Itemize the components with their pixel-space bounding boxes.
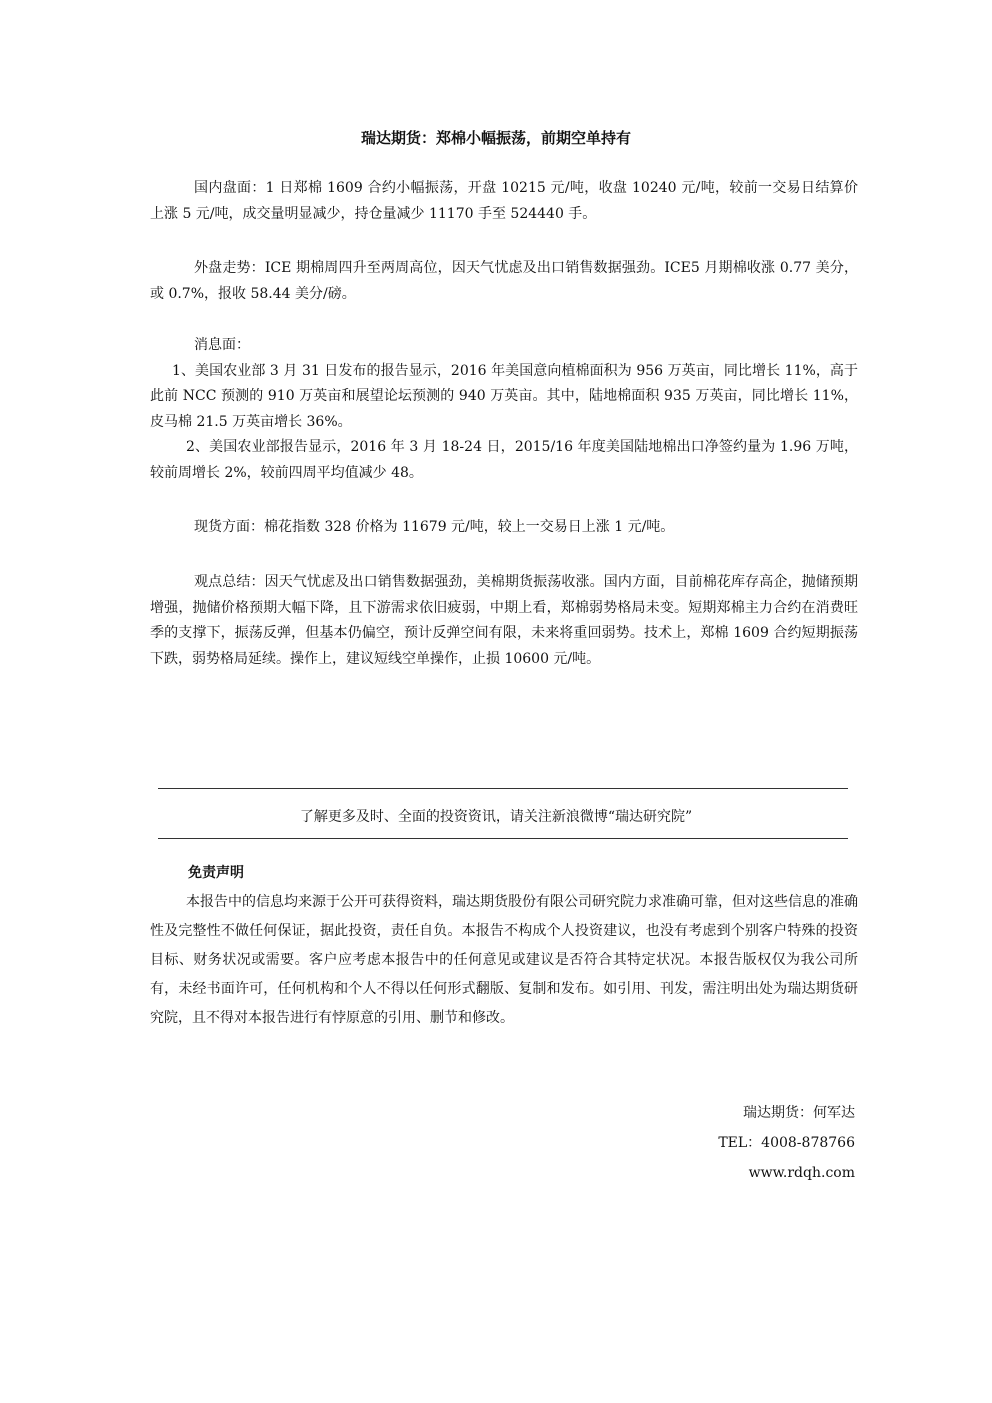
- news-item-2: 2、美国农业部报告显示，2016 年 3 月 18-24 日，2015/16 年度美国陆地棉出口净签约量为 1.96 万吨，较前周增长 2%，较前四周平均值减少 48。: [150, 439, 858, 481]
- weibo-follow-notice: 了解更多及时、全面的投资资讯，请关注新浪微博“瑞达研究院”: [299, 809, 693, 825]
- divider-top: [158, 788, 848, 789]
- report-title: 瑞达期货：郑棉小幅振荡，前期空单持有: [360, 129, 631, 147]
- divider-bottom: [158, 838, 848, 839]
- disclaimer-title: 免责声明: [188, 865, 244, 881]
- summary-paragraph: 观点总结：因天气忧虑及出口销售数据强劲，美棉期货振荡收涨。国内方面，目前棉花库存高企，抛储预期增强，抛储价格预期大幅下降，且下游需求依旧疲弱，中期上看，郑棉弱势格局未变。短期郑棉主力合约在消费旺季的支撑下，振荡反弹，但基本仍偏空，预计反弹空间有限，未来将重回弱势。技术上，郑棉 1609 合约短期振荡下跌，弱势格局延续。操作上，建议短线空单操作，止损 10600 元/吨。: [150, 574, 858, 667]
- news-section: [150, 333, 858, 486]
- author-signature: 瑞达期货：何军达: [743, 1105, 855, 1121]
- spot-market-paragraph: 现货方面：棉花指数 328 价格为 11679 元/吨，较上一交易日上涨 1 元/吨。: [194, 519, 675, 535]
- domestic-market-paragraph: 国内盘面：1 日郑棉 1609 合约小幅振荡，开盘 10215 元/吨，收盘 10240 元/吨，较前一交易日结算价上涨 5 元/吨，成交量明显减少，持仓量减少 11170 手至 524440 手。: [150, 180, 858, 222]
- news-label: 消息面：: [194, 337, 250, 353]
- overseas-market-paragraph: 外盘走势：ICE 期棉周四升至两周高位，因天气忧虑及出口销售数据强劲。ICE5 月期棉收涨 0.77 美分，或 0.7%，报收 58.44 美分/磅。: [150, 260, 858, 302]
- website-link[interactable]: www.rdqh.com: [748, 1165, 855, 1181]
- disclaimer-body: 本报告中的信息均来源于公开可获得资料，瑞达期货股份有限公司研究院力求准确可靠，但对这些信息的准确性及完整性不做任何保证，据此投资，责任自负。本报告不构成个人投资建议，也没有考虑到个别客户特殊的投资目标、财务状况或需要。客户应考虑本报告中的任何意见或建议是否符合其特定状况。本报告版权仅为我公司所有，未经书面许可，任何机构和个人不得以任何形式翻版、复制和发布。如引用、刊发，需注明出处为瑞达期货研究院，且不得对本报告进行有悖原意的引用、删节和修改。: [150, 894, 858, 1026]
- news-item-1: 1、美国农业部 3 月 31 日发布的报告显示，2016 年美国意向植棉面积为 956 万英亩，同比增长 11%，高于此前 NCC 预测的 910 万英亩和展望论坛预测的 940 万英亩。其中，陆地棉面积 935 万英亩，同比增长 11%，皮马棉 21.5 万英亩增长 36%。: [150, 362, 858, 430]
- telephone: TEL：4008-878766: [718, 1135, 855, 1151]
